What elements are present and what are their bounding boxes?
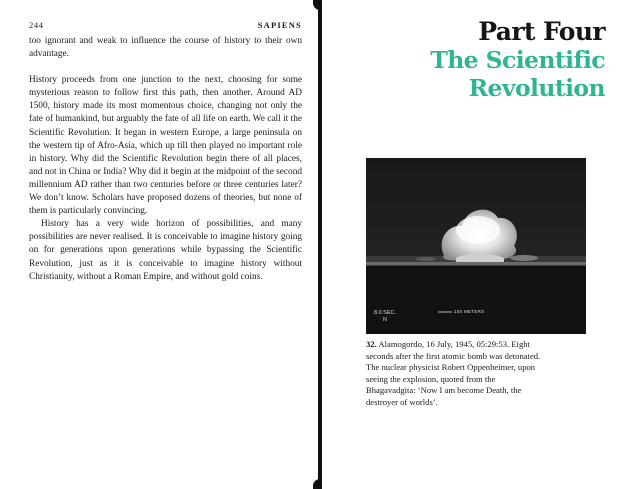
running-head (29, 20, 302, 32)
seconds-label: 8.0 SEC. (374, 310, 397, 316)
body-text (29, 35, 302, 284)
paragraph: History has a very wide horizon of possibilities, and many possibilities are never realised. It is conceivable to imagine history going on for generations upon generations while bypassing the Scientific Revolution, just as it is conceivable to imagine history without Christianity, without a Roman Empire, and without gold coins. (29, 219, 302, 282)
part-number: Part Four (478, 17, 605, 46)
paragraph: History proceeds from one junction to the next, choosing for some mysterious reason to follow first this path, then another. Around AD 1500, history made its most momentous choice, changing not only the fate of humankind, but arguably the fate of all life on earth. We call it the Scientific Revolution. It began in western Europe, a large peninsula on the western tip of Afro-Asia, which up till then played no important role in history. Why did the Scientific Revolution begin there of all places, and not in China or India? Why did it begin at the midpoint of the second millennium AD rather than two centuries before or three centuries later? We don’t know. Scholars have proposed dozens of theories, but none of them is particularly convincing. (29, 75, 302, 217)
n-label: N (383, 317, 387, 323)
page-number: 244 (29, 20, 44, 30)
caption-number: 32. (366, 339, 377, 349)
caption-text: Alamogordo, 16 July, 1945, 05:29:53. Eight seconds after the first atomic bomb was detonated. The nuclear physicist Robert Oppenheimer, upon seeing the explosion, quoted from the Bhagavadgita: ‘Now I am become Death, the destroyer of worlds’. (366, 339, 541, 407)
paragraph-continued: too ignorant and weak to influence the course of history to their own advantage. (29, 36, 302, 60)
part-title-line-2: Revolution (468, 74, 605, 102)
figure-caption (366, 339, 546, 409)
part-heading (430, 18, 605, 102)
explosion-image (366, 158, 586, 334)
trinity-test-photo (366, 158, 586, 334)
photo-time-label (374, 310, 396, 324)
running-title: SAPIENS (257, 20, 302, 30)
photo-scale-label: 100 METERS (454, 309, 485, 314)
left-page (0, 0, 318, 489)
part-title-line-1: The Scientific (430, 46, 605, 74)
